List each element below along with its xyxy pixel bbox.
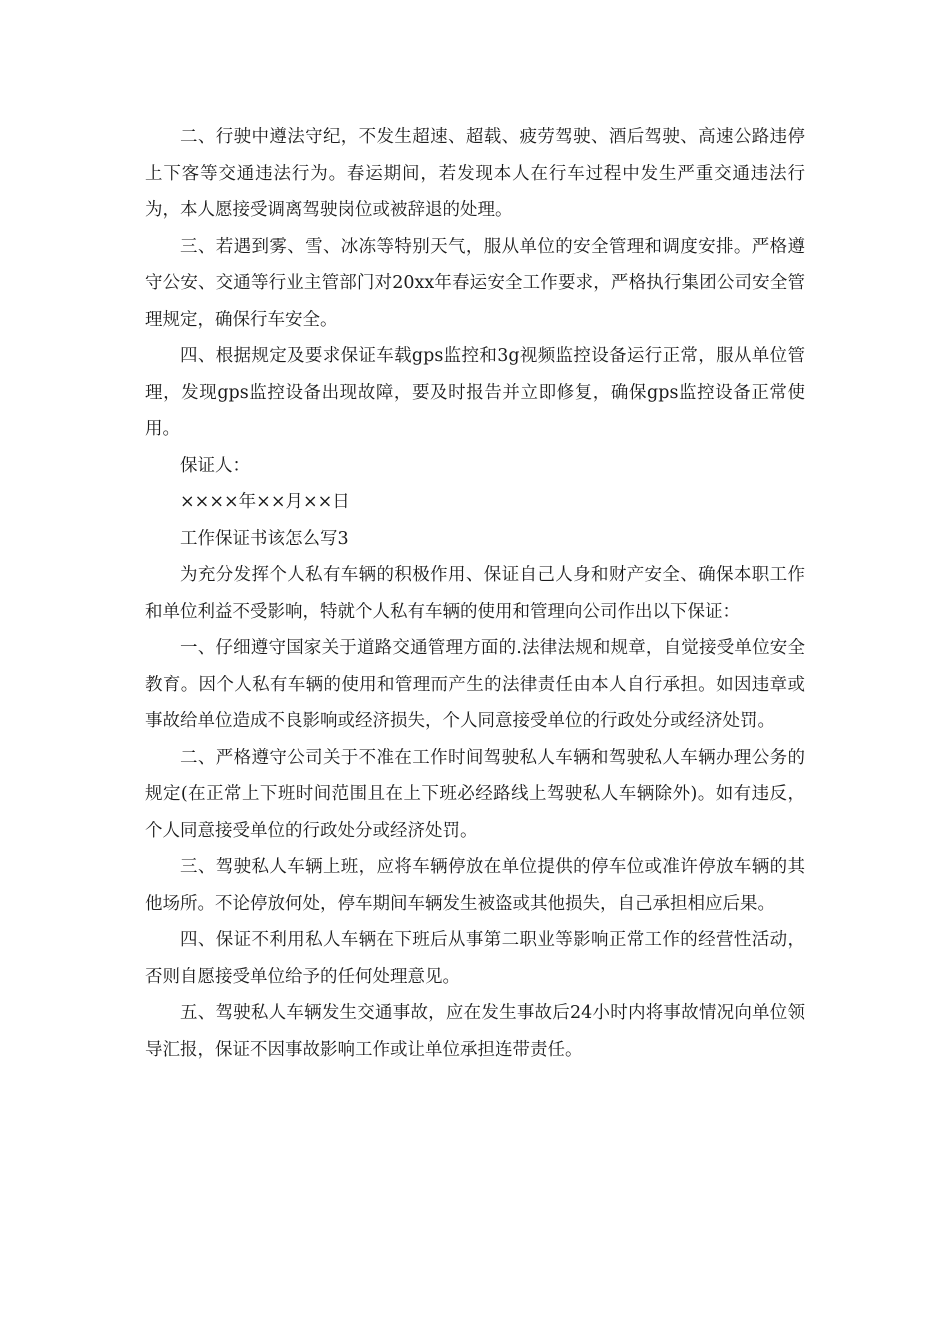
- paragraph-item-5: 五、驾驶私人车辆发生交通事故，应在发生事故后24小时内将事故情况向单位领导汇报，保证不因事故影响工作或让单位承担连带责任。: [145, 1003, 805, 1060]
- date-line: ××××年××月××日: [180, 492, 350, 512]
- paragraph-item-4: 四、保证不利用私人车辆在下班后从事第二职业等影响正常工作的经营性活动，否则自愿接受单位给予的任何处理意见。: [145, 930, 805, 987]
- guarantor-label: 保证人：: [180, 455, 250, 476]
- document-body: [145, 119, 805, 1068]
- paragraph-rule-3: 三、若遇到雾、雪、冰冻等特别天气，服从单位的安全管理和调度安排。严格遵守公安、交通等行业主管部门对20xx年春运安全工作要求，严格执行集团公司安全管理规定，确保行车安全。: [145, 236, 805, 330]
- paragraph-item-2: 二、严格遵守公司关于不准在工作时间驾驶私人车辆和驾驶私人车辆办理公务的规定(在正常上下班时间范围且在上下班必经路线上驾驶私人车辆除外)。如有违反，个人同意接受单位的行政处分或经济处罚。: [145, 747, 805, 841]
- paragraph-item-1: 一、仔细遵守国家关于道路交通管理方面的.法律法规和规章，自觉接受单位安全教育。因个人私有车辆的使用和管理而产生的法律责任由本人自行承担。如因违章或事故给单位造成不良影响或经济损失，个人同意接受单位的行政处分或经济处罚。: [145, 638, 805, 731]
- section-title: 工作保证书该怎么写3: [180, 528, 349, 549]
- paragraph-intro: 为充分发挥个人私有车辆的积极作用、保证自己人身和财产安全、确保本职工作和单位利益不受影响，特就个人私有车辆的使用和管理向公司作出以下保证：: [145, 565, 805, 622]
- paragraph-item-3: 三、驾驶私人车辆上班，应将车辆停放在单位提供的停车位或准许停放车辆的其他场所。不论停放何处，停车期间车辆发生被盗或其他损失，自己承担相应后果。: [145, 857, 805, 914]
- paragraph-rule-2: 二、行驶中遵法守纪，不发生超速、超载、疲劳驾驶、酒后驾驶、高速公路违停上下客等交通违法行为。春运期间，若发现本人在行车过程中发生严重交通违法行为，本人愿接受调离驾驶岗位或被辞退的处理。: [145, 127, 805, 220]
- paragraph-rule-4: 四、根据规定及要求保证车载gps监控和3g视频监控设备运行正常，服从单位管理，发现gps监控设备出现故障，要及时报告并立即修复，确保gps监控设备正常使用。: [145, 346, 805, 439]
